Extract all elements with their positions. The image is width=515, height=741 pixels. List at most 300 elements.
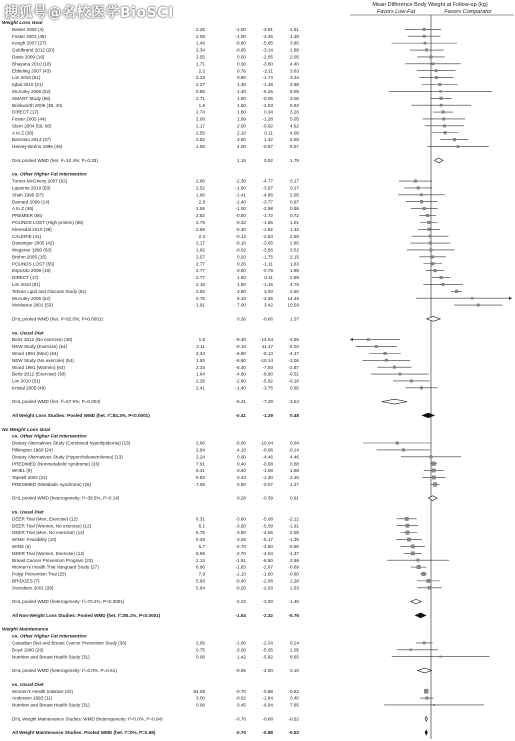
wmd-value: -2.70	[235, 550, 246, 556]
wmd-value: 1.80	[237, 109, 246, 115]
upper-limit-value: 4.92	[290, 123, 299, 129]
effect-point	[385, 359, 387, 361]
upper-limit-value: 0.97	[290, 199, 299, 205]
effect-point	[443, 125, 446, 128]
lower-limit-value: -5.05	[262, 647, 273, 653]
study-label: Stern 2004 (59, 60)	[12, 123, 52, 129]
upper-limit-value: 1.63	[290, 261, 299, 267]
wmd-value: 0.40	[237, 461, 246, 467]
weight-value: 2.55	[196, 130, 205, 136]
wmd-value: -0.62	[235, 695, 246, 701]
lower-limit-value: -2.97	[262, 564, 273, 570]
study-label: Keogh 2007 (27)	[12, 40, 47, 46]
pooled-diamond	[425, 730, 427, 735]
effect-point	[410, 380, 413, 383]
wmd-value: -6.60	[235, 357, 246, 363]
study-label: Turner-McGrievy 2007 (62)	[12, 178, 68, 184]
overall-label: All Non-Weight Loss Studies: Pooled WMD (het. I²=85.1%, P<0.0001)	[12, 612, 161, 618]
weight-value: 2.33	[196, 75, 205, 81]
lower-limit-value: -6.25	[262, 88, 273, 94]
lower-limit-value: -0.88	[262, 688, 273, 694]
study-label: NEW Study (No exercise) (54)	[12, 357, 74, 363]
upper-limit-value: 1.28	[290, 578, 299, 584]
effect-point	[423, 35, 425, 37]
study-label: Dansinger 2005 (42)	[12, 240, 54, 246]
study-label: Barnard 2009 (14)	[12, 199, 50, 205]
lower-limit-value: -5.09	[262, 523, 273, 529]
subgroup-heading: vs. Other Higher Fat Intervention	[12, 172, 87, 178]
lower-limit-value: -0.66	[262, 316, 273, 322]
upper-limit-value: 2.89	[290, 275, 299, 281]
subgroup-heading: vs. Usual Diet	[12, 331, 44, 337]
effect-point	[432, 462, 436, 466]
wmd-value: 0.45	[237, 702, 246, 708]
study-label: Wegener 1990 (63)	[12, 247, 52, 253]
study-label: PREDIMED (Nonmetabolic syndrome) (26)	[12, 461, 100, 467]
weight-value: 2.77	[196, 261, 205, 267]
upper-limit-value: -3.54	[288, 399, 299, 405]
study-label: CALERIE (41)	[12, 233, 42, 239]
effect-point	[420, 194, 422, 196]
weight-value: 7.69	[196, 481, 205, 487]
overall-label: All Weight Loss Studies: Pooled WMD (het. I²=84.3%, P<0.0001)	[12, 413, 150, 419]
upper-limit-value: 1.37	[290, 316, 299, 322]
lower-limit-value: -3.45	[262, 33, 273, 39]
weight-value: 2.77	[196, 268, 205, 274]
wmd-value: 1.30	[237, 82, 246, 88]
study-label: McManus 2001 (53)	[12, 302, 53, 308]
upper-limit-value: -0.18	[288, 378, 299, 384]
upper-limit-value: 1.79	[290, 157, 299, 163]
pooled-diamond	[422, 413, 434, 418]
lower-limit-value: -2.24	[262, 640, 273, 646]
study-label: DEER Trial (Women, Exercise) (12)	[12, 550, 85, 556]
weight-value: 7.9	[198, 571, 205, 577]
wmd-value: -0.02	[235, 247, 246, 253]
wmd-value: 2.10	[237, 130, 246, 136]
lower-limit-value: 0.11	[264, 130, 273, 136]
upper-limit-value: -4.56	[288, 337, 299, 343]
study-label: Tehran Lipid and Glucose Study (61)	[12, 288, 87, 294]
study-label: DEER Trial (Men, No exercise) (12)	[12, 530, 85, 536]
study-label: DEER Trial (Women, No exercise) (12)	[12, 523, 92, 529]
effect-point	[406, 524, 409, 527]
wmd-value: 1.15	[237, 157, 246, 163]
study-label: Esposito 2009 (19)	[12, 268, 51, 274]
pooled-label: DHL pooled WMD (heterogeneity: I²=0.0%, P=0.61)	[12, 668, 117, 674]
weight-value: 1.92	[196, 247, 205, 253]
study-label: Bertz 2012 (No exercise) (38)	[12, 337, 73, 343]
weight-value: 6.31	[196, 516, 205, 522]
weight-value: 2.34	[196, 350, 205, 356]
wmd-value: -2.30	[235, 178, 246, 184]
wmd-value: 0.00	[237, 454, 246, 460]
weight-value: 1.6	[198, 102, 205, 108]
weight-value: 1.5	[198, 337, 205, 343]
lower-limit-value: -0.07	[262, 481, 273, 487]
effect-point	[406, 531, 410, 535]
lower-limit-value: -2.32	[262, 612, 273, 618]
upper-limit-value: -0.31	[288, 371, 299, 377]
wmd-value: 7.00	[237, 302, 246, 308]
effect-point	[435, 69, 438, 72]
study-label: Brinkworth 2009 (39, 40)	[12, 102, 63, 108]
lower-limit-value: -0.78	[262, 268, 273, 274]
wmd-value: 4.00	[237, 144, 246, 150]
upper-limit-value: 1.88	[290, 468, 299, 474]
wmd-value: -1.00	[235, 640, 246, 646]
study-label: Canadian Diet and Breast Cancer Prevention Study (30)	[12, 640, 127, 646]
upper-limit-value: 1.05	[290, 647, 299, 653]
effect-point	[428, 228, 431, 231]
pooled-diamond	[427, 316, 441, 321]
wmd-value: -1.83	[235, 564, 246, 570]
wmd-value: 0.36	[237, 316, 246, 322]
lower-limit-value: -1.15	[262, 282, 273, 288]
upper-limit-value: 4.46	[290, 454, 299, 460]
upper-limit-value: 2.05	[290, 192, 299, 198]
wmd-value: -8.10	[235, 344, 246, 350]
wmd-value: 0.60	[237, 268, 246, 274]
study-label: NEW Study (Exercise) (54)	[12, 344, 68, 350]
effect-point	[430, 56, 433, 59]
lower-limit-value: 1.42	[264, 137, 273, 143]
lower-limit-value: -5.62	[262, 378, 273, 384]
weight-value: 2.79	[196, 219, 205, 225]
weight-value: 2.17	[196, 240, 205, 246]
wmd-value: 0.26	[237, 261, 246, 267]
wmd-value: -0.95	[235, 668, 246, 674]
wmd-value: -2.22	[235, 599, 246, 605]
upper-limit-value: 0.95	[290, 385, 299, 391]
lower-limit-value: -4.50	[262, 544, 273, 550]
forest-rows	[2, 20, 512, 735]
study-label: Boyd 1990 (29)	[12, 647, 44, 653]
wmd-value: -0.70	[235, 716, 246, 722]
study-label: Tapsell 2004 (22)	[12, 475, 48, 481]
study-label: PREMIER (56)	[12, 213, 43, 219]
lower-limit-value: -1.64	[262, 695, 273, 701]
lower-limit-value: -4.86	[262, 192, 273, 198]
weight-value: 6.75	[196, 530, 205, 536]
wmd-value: -1.00	[235, 33, 246, 39]
wmd-value: -0.41	[235, 413, 246, 419]
study-label: A to Z (36)	[12, 206, 34, 212]
lower-limit-value: 0.34	[264, 109, 273, 115]
upper-limit-value: -1.37	[288, 550, 299, 556]
weight-value: 1.71	[196, 61, 205, 67]
weight-value: 1.96	[196, 192, 205, 198]
wmd-value: -1.00	[235, 206, 246, 212]
favors-left-label: Favors Low-Fat	[376, 9, 416, 15]
effect-point	[434, 269, 437, 272]
lower-limit-value: -3.77	[262, 199, 273, 205]
effect-point	[440, 656, 442, 658]
study-label: McAuley 2006 (52)	[12, 88, 51, 94]
effect-point	[423, 28, 426, 31]
wmd-value: -1.54	[235, 612, 246, 618]
upper-limit-value: 0.48	[290, 413, 299, 419]
weight-value: 6.31	[196, 468, 205, 474]
study-label: Ebbeling 2007 (43)	[12, 68, 51, 74]
lower-limit-value: 3.00	[264, 288, 273, 294]
upper-limit-value: 5.05	[290, 116, 299, 122]
upper-limit-value: 1.98	[290, 268, 299, 274]
upper-limit-value: -0.53	[288, 730, 299, 736]
upper-limit-value: 4.40	[290, 61, 299, 67]
effect-point	[426, 214, 429, 217]
study-label: Davis 2009 (16)	[12, 54, 45, 60]
wmd-value: -1.10	[235, 571, 246, 577]
weight-value: 5.83	[196, 475, 205, 481]
study-label: Anderson 1992 (11)	[12, 695, 53, 701]
effect-point	[422, 572, 426, 576]
effect-point	[432, 469, 435, 472]
weight-value: 2.26	[196, 26, 205, 32]
weight-value: 6.1	[198, 523, 205, 529]
weight-value: 2.08	[196, 116, 205, 122]
weight-value: 2.52	[196, 185, 205, 191]
lower-limit-value: -4.46	[262, 454, 273, 460]
effect-point	[443, 118, 445, 120]
study-label: Klemsdal 2010 (48)	[12, 226, 52, 232]
effect-point	[440, 97, 443, 100]
wmd-value: -6.80	[235, 350, 246, 356]
subgroup-heading: vs. Other Higher Fat Intervention	[12, 634, 87, 640]
study-label: Wood 1991 (Women) (64)	[12, 364, 65, 370]
lower-limit-value: -1.60	[262, 571, 273, 577]
upper-limit-value: -2.05	[288, 530, 299, 536]
effect-point	[431, 256, 434, 259]
effect-point	[411, 545, 414, 548]
upper-limit-value: 1.39	[290, 33, 299, 39]
wmd-value: 1.89	[237, 116, 246, 122]
pooled-diamond	[382, 399, 407, 404]
lower-limit-value: -6.94	[262, 702, 273, 708]
lower-limit-value: -2.11	[262, 68, 273, 74]
weight-value: 6.59	[196, 550, 205, 556]
wmd-value: -2.70	[235, 544, 246, 550]
upper-limit-value: 0.40	[290, 695, 299, 701]
pooled-label: DHL pooled WMD (heterogeneity: I²=38.5%, P=0.14)	[12, 495, 120, 501]
upper-limit-value: 3.34	[290, 75, 299, 81]
weight-value: 2.86	[196, 440, 205, 446]
lower-limit-value: -1.38	[262, 82, 273, 88]
wmd-value: 0.60	[237, 481, 246, 487]
weight-value: 2.27	[196, 82, 205, 88]
upper-limit-value: 1.88	[290, 47, 299, 53]
study-label: Polyp Prevention Trial (25)	[12, 571, 67, 577]
wmd-value: 0.43	[237, 475, 246, 481]
wmd-value: -1.40	[235, 199, 246, 205]
effect-point	[414, 180, 417, 183]
weight-value: 2.08	[196, 33, 205, 39]
pooled-label: DHL pooled WMD (het. I²=82.0%; P<0.0001)	[12, 316, 103, 322]
study-label: Foster 2003 (48)	[12, 33, 46, 39]
lower-limit-value: -3.80	[262, 61, 273, 67]
upper-limit-value: 0.17	[290, 185, 299, 191]
lower-limit-value: -1.72	[262, 213, 273, 219]
effect-point	[429, 235, 432, 238]
subgroup-heading: No Weight Loss Goal	[2, 427, 51, 433]
effect-point	[425, 49, 428, 52]
lower-limit-value: -11.17	[260, 344, 273, 350]
study-label: Shah 1996 (57)	[12, 192, 44, 198]
lower-limit-value: -0.57	[262, 144, 273, 150]
wmd-value: 1.50	[237, 95, 246, 101]
upper-limit-value: -2.87	[288, 364, 299, 370]
upper-limit-value: -1.35	[288, 537, 299, 543]
effect-point	[432, 63, 434, 65]
study-label: PREDIMED (Metabolic syndrome) (26)	[12, 481, 92, 487]
weight-value: 5.64	[196, 585, 205, 591]
weight-value: 2.56	[196, 206, 205, 212]
wmd-value: 0.76	[237, 68, 246, 74]
lower-limit-value: -0.92	[262, 123, 273, 129]
effect-point	[427, 221, 430, 224]
pooled-diamond	[415, 613, 426, 618]
study-label: Dietary Alternatives Study (Combined hyperlipidemia) (13)	[12, 440, 131, 446]
weight-value: 1.49	[196, 40, 205, 46]
upper-limit-value: 4.09	[290, 130, 299, 136]
study-label: Lapointe 2010 (50)	[12, 185, 51, 191]
effect-point	[442, 283, 445, 286]
subgroup-heading: vs. Usual Diet	[12, 682, 44, 688]
weight-value: 2.82	[196, 213, 205, 219]
lower-limit-value: -6.50	[262, 557, 273, 563]
lower-limit-value: -14.04	[259, 337, 273, 343]
effect-point	[399, 373, 401, 375]
wmd-value: -2.90	[235, 378, 246, 384]
wmd-value: -0.70	[235, 730, 246, 736]
upper-limit-value: 1.27	[290, 481, 299, 487]
weight-value: 2.17	[196, 123, 205, 129]
upper-limit-value: 0.17	[290, 178, 299, 184]
study-label: A to Z (36)	[12, 130, 34, 136]
upper-limit-value: 7.85	[290, 702, 299, 708]
effect-point	[425, 697, 428, 700]
wmd-value: -1.41	[235, 192, 246, 198]
subgroup-heading: vs. Other Higher Fat Intervention	[12, 434, 87, 440]
weight-value: 2.8	[198, 199, 205, 205]
upper-limit-value: 0.88	[290, 461, 299, 467]
upper-limit-value: 3.85	[290, 40, 299, 46]
effect-point	[427, 579, 430, 582]
weight-value: 2.34	[196, 47, 205, 53]
study-label: Nutrition and Breast Health Study (31)	[12, 702, 90, 708]
study-label: Svendsen 2001 (28)	[12, 585, 54, 591]
upper-limit-value: -0.52	[288, 688, 299, 694]
upper-limit-value: 0.72	[290, 213, 299, 219]
upper-limit-value: 14.46	[287, 295, 299, 301]
weight-value: 2.14	[196, 557, 205, 563]
upper-limit-value: -5.03	[288, 344, 299, 350]
effect-point	[384, 352, 387, 355]
upper-limit-value: 4.60	[290, 288, 299, 294]
lower-limit-value: -0.39	[262, 495, 273, 501]
effect-point	[417, 559, 420, 562]
ci-arrow-left	[350, 338, 353, 341]
wmd-value: -9.30	[235, 337, 246, 343]
upper-limit-value: 0.04	[290, 440, 299, 446]
pooled-label: DHL Weight Maintenance Studies: WMD (heterogeneity: I²=0.0%, P=0.94)	[12, 716, 163, 722]
weight-value: 0.75	[196, 295, 205, 301]
lower-limit-value: -1.30	[262, 475, 273, 481]
lower-limit-value: -2.08	[262, 578, 273, 584]
upper-limit-value: 1.01	[290, 219, 299, 225]
wmd-value: 1.42	[237, 654, 246, 660]
lower-limit-value: 3.42	[264, 302, 273, 308]
weight-value: 2.71	[196, 95, 205, 101]
upper-limit-value: -3.06	[288, 357, 299, 363]
wmd-value: 1.50	[237, 102, 246, 108]
wmd-value: 0.26	[237, 495, 246, 501]
study-label: DIRECT (17)	[12, 109, 39, 115]
study-label: POUNDS LOST (High protein) (55)	[12, 219, 84, 225]
effect-point	[477, 304, 479, 306]
weight-value: 3.00	[196, 695, 205, 701]
lower-limit-value: -3.75	[262, 385, 273, 391]
upper-limit-value: -0.90	[288, 544, 299, 550]
lower-limit-value: -1.92	[262, 226, 273, 232]
wmd-value: -0.40	[235, 578, 246, 584]
weight-value: 2.34	[196, 364, 205, 370]
effect-point	[420, 200, 423, 203]
upper-limit-value: 2.59	[290, 233, 299, 239]
study-label: Nutrition and Breast Health Study (31)	[12, 654, 90, 660]
study-label: Lim 2010 (51)	[12, 282, 41, 288]
weight-value: 2.92	[196, 288, 205, 294]
effect-point	[438, 83, 441, 86]
lower-limit-value: -7.29	[262, 399, 273, 405]
lower-limit-value: -1.29	[262, 413, 273, 419]
lower-limit-value: -0.88	[262, 716, 273, 722]
wmd-value: 0.00	[237, 54, 246, 60]
lower-limit-value: -5.82	[262, 654, 273, 660]
lower-limit-value: -3.91	[262, 26, 273, 32]
study-label: Women's Health Initiative (32)	[12, 688, 74, 694]
wmd-value: -3.26	[235, 537, 246, 543]
lower-limit-value: -2.00	[262, 668, 273, 674]
wmd-value: -0.65	[235, 47, 246, 53]
study-label: Baxter 2006 (4)	[12, 26, 44, 32]
weight-value: 2.52	[196, 137, 205, 143]
lower-limit-value: -2.83	[262, 233, 273, 239]
study-label: POUNDS LOST (55)	[12, 261, 55, 267]
lower-limit-value: -3.05	[262, 240, 273, 246]
wmd-value: 0.20	[237, 254, 246, 260]
lower-limit-value: -4.77	[262, 178, 273, 184]
lower-limit-value: -2.05	[262, 54, 273, 60]
wmd-value: -3.50	[235, 523, 246, 529]
wmd-value: 2.00	[237, 123, 246, 129]
lower-limit-value: -10.14	[259, 357, 273, 363]
weight-value: 2.24	[196, 454, 205, 460]
wmd-value: 1.40	[237, 88, 246, 94]
lower-limit-value: -9.13	[262, 350, 273, 356]
wmd-value: -3.00	[235, 647, 246, 653]
wmd-value: -0.20	[235, 585, 246, 591]
weight-value: 2.05	[196, 640, 205, 646]
effect-point	[417, 187, 420, 190]
effect-point	[428, 586, 431, 589]
weight-value: 0.85	[196, 88, 205, 94]
pooled-diamond	[425, 716, 427, 721]
weight-value: 2.77	[196, 275, 205, 281]
weight-value: 0.06	[196, 654, 205, 660]
lower-limit-value: -3.14	[262, 47, 273, 53]
weight-value: 1.91	[196, 302, 205, 308]
